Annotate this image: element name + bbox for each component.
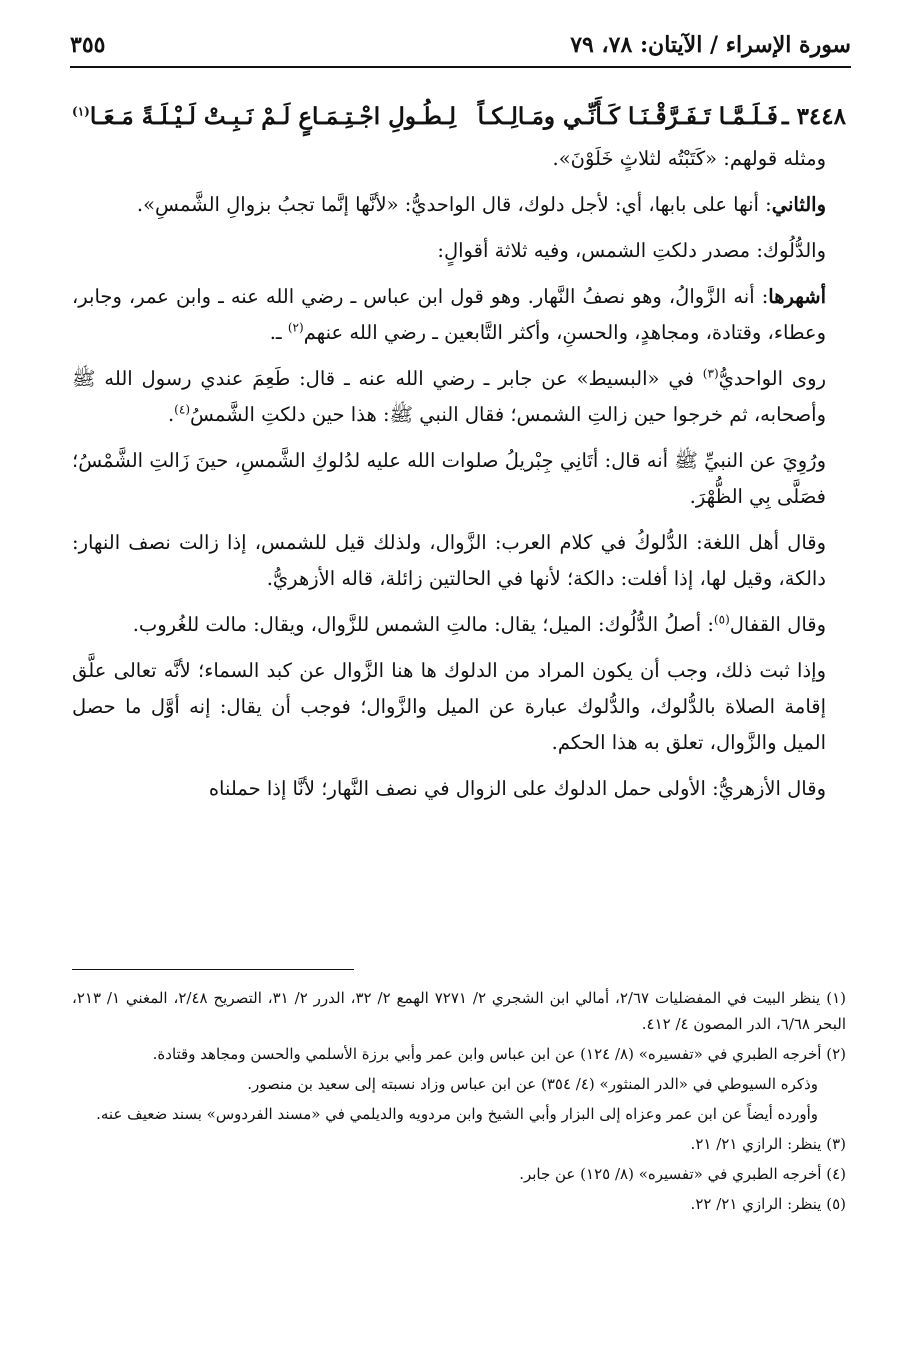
verse-second-hemistich: لِـطُـولِ اجْـتِـمَـاعٍ لَـمْ نَـبِـتْ لَـيْـلَـةً مَـعَـا — [89, 103, 457, 130]
paragraph — [72, 187, 826, 223]
paragraph-text: : أنه الزَّوالُ، وهو نصفُ النَّهار. وهو قول ابن عباس ـ رضي الله عنه ـ وابن عمر، وجابر، وعطاء، وقتادة، ومجاهدٍ، والحسنِ، وأكثر التَّابعين ـ رضي الله عنهم — [72, 285, 826, 344]
main-text — [72, 141, 846, 807]
paragraph: ومثله قولهم: «كَتَبْتُه لثلاثٍ خَلَوْنَ». — [552, 147, 826, 170]
paragraph-text: . — [167, 403, 175, 426]
paragraph: وقال أهل اللغة: الدُّلوكُ في كلام العرب: الزَّوال، ولذلك قيل للشمس، إذا زالت نصف النهار: دالكة، وقيل لها، إذا أفلت: دالكة؛ لأنها في الحالتين زائلة، قاله الأزهريُّ. — [72, 531, 826, 590]
paragraph-text: ـ. — [269, 321, 288, 344]
paragraph: والدُّلُوك: مصدر دلكتِ الشمس، وفيه ثلاثة أقوالٍ: — [437, 239, 826, 262]
paragraph-text: في «البسيط» عن جابر ـ رضي الله عنه ـ قال: طَعِمَ عندي رسول الله ﷺ وأصحابه، ثم خرجوا حين زالتِ الشمس؛ فقال النبي ﷺ: هذا حين دلكتِ الشَّمسُ — [72, 367, 826, 426]
poetry-verse — [72, 95, 846, 139]
main-body — [72, 95, 846, 817]
footnote-continuation: وأورده أيضاً عن ابن عمر وعزاه إلى البزار وأبي الشيخ وابن مردويه والديلمي في «مسند الفردوس» بسند ضعيف عنه. — [96, 1105, 818, 1123]
paragraph — [72, 361, 826, 433]
paragraph-text: : أنها على بابها، أي: لأجل دلوك، قال الواحديُّ: «لأنَّها إنَّما تجبُ بزوالِ الشَّمسِ». — [136, 193, 772, 216]
paragraph: ورُوِيَ عن النبيِّ ﷺ أنه قال: أتَانِي جِبْريلُ صلوات الله عليه لدُلوكِ الشَّمسِ، حينَ زَالتِ الشَّمْسُ؛ فصَلَّى بِي الظُّهْرَ. — [72, 449, 826, 508]
verse-first-hemistich-group — [478, 95, 846, 139]
paragraph-text: روى الواحديُّ — [718, 367, 826, 390]
verse-first-hemistich: فَـلَـمَّـا تَـفَـرَّقْـنَـا كَـأَنِّـي ومَـالِـكـاً — [477, 103, 778, 130]
page-number: ٣٥٥ — [70, 32, 106, 58]
paragraph-text: وقال القفال — [729, 613, 826, 636]
paragraph — [72, 279, 826, 351]
footnote-ref: (٥) — [713, 612, 730, 627]
footnote-ref: (٤) — [174, 402, 190, 417]
footnote: (٢) أخرجه الطبري في «تفسيره» (٨/ ١٢٤) عن ابن عباس وابن عمر وأبي برزة الأسلمي والحسن ومجاهد وقتادة. — [152, 1045, 846, 1063]
page-header — [70, 30, 851, 64]
paragraph: وقال الأزهريُّ: الأولى حمل الدلوك على الزوال في نصف النَّهار؛ لأنَّا إذا حملناه — [208, 777, 826, 800]
footnote: (٣) ينظر: الرازي ٢١/ ٢١. — [690, 1135, 846, 1153]
running-title: سورة الإسراء / الآيتان: ٧٨، ٧٩ — [570, 32, 851, 58]
footnote: (١) ينظر البيت في المفضليات ٢/٦٧، أمالي ابن الشجري ٢/ ٧٢٧١ الهمع ٢/ ٣٢، الدرر ٢/ ٣١، التصريح ٢/٤٨، المغني ١/ ٢١٣، البحر ٦/٦٨، الدر المصون ٤/ ٤١٢. — [72, 989, 847, 1033]
footnote-ref: (٣) — [702, 366, 719, 381]
footnote: (٥) ينظر: الرازي ٢١/ ٢٢. — [690, 1195, 846, 1213]
paragraph-lead: أشهرها — [768, 285, 826, 308]
paragraph: وإذا ثبت ذلك، وجب أن يكون المراد من الدلوك ها هنا الزَّوال عن كبد السماء؛ لأنَّه تعالى علَّق إقامة الصلاة بالدُّلوك، والدُّلوك عبارة عن الميل والزَّوال؛ فوجب أن يقال: إنه أوَّل ما حصل الميل والزَّوال، تعلق به هذا الحكم. — [72, 659, 826, 754]
footnote: (٤) أخرجه الطبري في «تفسيره» (٨/ ١٢٥) عن جابر. — [519, 1165, 846, 1183]
verse-second-hemistich-group — [72, 95, 456, 139]
footnote-continuation: وذكره السيوطي في «الدر المنثور» (٤/ ٣٥٤) عن ابن عباس وزاد نسبته إلى سعيد بن منصور. — [247, 1075, 818, 1093]
footnote-separator — [72, 969, 354, 970]
paragraph-text: : أصلُ الدُّلُوك: الميل؛ يقال: مالتِ الشمس للزَّوال، ويقال: مالت للغُروب. — [132, 613, 714, 636]
paragraph — [72, 607, 826, 643]
footnote-ref: (١) — [72, 104, 90, 119]
header-rule — [70, 66, 851, 68]
footnote-ref: (٢) — [287, 320, 304, 335]
verse-number: ٣٤٤٨ ـ — [781, 103, 846, 130]
paragraph-lead: والثاني — [771, 193, 826, 216]
footnotes — [72, 985, 846, 1221]
